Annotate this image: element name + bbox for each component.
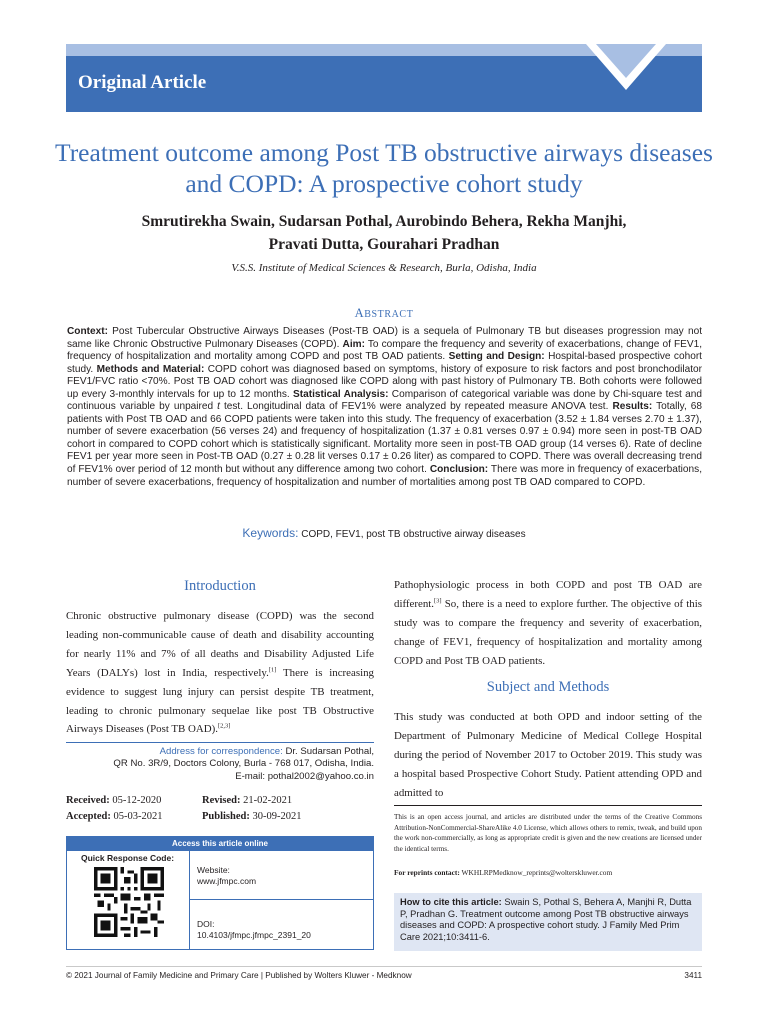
reprints-label: For reprints contact: [394, 868, 460, 877]
correspondence-label: Address for correspondence: [159, 746, 283, 757]
access-box [66, 836, 374, 950]
accepted-date: 05-03-2021 [110, 810, 163, 822]
access-divider-horizontal [189, 899, 373, 900]
article-title: Treatment outcome among Post TB obstructive airways diseases and COPD: A prospective cohort study [55, 138, 713, 198]
open-access-notice: This is an open access journal, and articles are distributed under the terms of the Creative Commons Attribution-NonCommercial-ShareAlike 4.0 License, which allows others to remix, tweak, and build upon the work non-commercially, as long as appropriate credit is given and the new creations are licensed under the identical terms. [394, 805, 702, 854]
affiliation: V.S.S. Institute of Medical Sciences & Research, Burla, Odisha, India [231, 262, 537, 274]
footer-text: © 2021 Journal of Family Medicine and Primary Care | Published by Wolters Kluwer - Medknow [66, 971, 412, 980]
stats-t: t [217, 401, 220, 413]
context-label: Context: [67, 326, 108, 337]
website-link[interactable]: www.jfmpc.com [197, 876, 257, 886]
intro-p1a: Chronic obstructive pulmonary disease (COPD) was the second leading non-communicable cause of death and disability accounting for nearly 11% and 7% of all deaths and Disability Adjusted Life Years (DALYs) lost in India, respectively. [66, 610, 374, 679]
conclusion-label: Conclusion: [429, 464, 489, 476]
introduction-heading: Introduction [184, 578, 256, 594]
qr-label: Quick Response Code: [81, 853, 175, 863]
dates-row-1 [66, 793, 374, 809]
conclusion-text: There was more in frequency of exacerbations, number of severe exacerbations, frequency of hospitalization and number of mortalities among post TB OAD compared to COPD. [67, 464, 703, 488]
website-label: Website: [197, 865, 230, 875]
right-column-paragraph [394, 576, 702, 671]
keywords-label: Keywords: [242, 526, 299, 540]
authors-line-1: Smrutirekha Swain, Sudarsan Pothal, Aurobindo Behera, Rekha Manjhi, [141, 213, 627, 230]
correspondence-address: QR No. 3R/9, Doctors Colony, Burla - 768 017, Odisha, India. [113, 758, 374, 770]
reprints-email[interactable]: WKHLRPMedknow_reprints@wolterskluwer.com [459, 868, 613, 877]
methods-label: Methods and Material: [96, 363, 205, 375]
cite-text: Swain S, Pothal S, Behera A, Manjhi R, Dutta P, Pradhan G. Treatment outcome among Post TB obstructive airways diseases and COPD: A prospective cohort study. J Family Med Prim Care 2021;10:3411-6. [400, 897, 692, 942]
subject-methods-heading: Subject and Methods [486, 679, 610, 695]
published-date: 30-09-2021 [249, 810, 302, 822]
correspondence-email: E-mail: pothal2002@yahoo.co.in [235, 770, 374, 782]
introduction-text [66, 607, 374, 739]
published-label: Published: [202, 810, 250, 822]
keywords [40, 526, 728, 540]
stats-label: Statistical Analysis: [293, 388, 389, 400]
access-bar: Access this article online [67, 837, 373, 851]
author-list [40, 210, 728, 256]
doi-link[interactable]: 10.4103/jfmpc.jfmpc_2391_20 [197, 930, 311, 940]
abstract-heading-initial: A [354, 306, 365, 320]
abstract-heading-rest: BSTRACT [364, 309, 414, 320]
received-date: 05-12-2020 [109, 795, 162, 806]
results-text: Totally, 68 patients with Post TB OAD and 66 COPD patients were taken into this study. The frequency of exacerbation (3.52 ± 1.84 verses 2.70 ± 1.37), number of severe exacerbation (56 verses 24) and frequency of hospitalization (1.37 ± 0.81 verses 0.97 ± 0.94) more seen in post-TB OAD cohort in compared to COPD cohort which is statistically significant. Mortality more seen in post-TB OAD group (14 verses 6). Rate of decline FEV1 per year more seen in Post-TB OAD (0.27 ± 0.28 lit verses 0.17 ± 0.26 liter) as compared to COPD. There was overall decreasing trend of FEV1% over period of 12 month but without any difference among two cohort. [67, 401, 702, 476]
page-number: 3411 [684, 971, 702, 980]
ref-1: [1] [268, 666, 277, 674]
article-dates [66, 793, 374, 824]
received-label: Received: [66, 795, 110, 806]
dates-row-2 [66, 809, 374, 825]
intro-p1b: There is increasing evidence to suggest lung injury can persist despite TB treatment, leading to chronic pulmonary sequelae like post TB Obstructive Airways Diseases (Post TB OAD). [66, 666, 374, 736]
context-text: Post Tubercular Obstructive Airways Diseases (Post-TB OAD) is a sequela of Pulmonary TB but diseases progression may not same like Chronic Obstructive Pulmonary Diseases (COPD). [67, 326, 702, 350]
reprints-contact [394, 868, 612, 877]
results-label: Results: [612, 401, 653, 413]
cite-label: How to cite this article: [400, 897, 502, 907]
accepted-label: Accepted: [66, 810, 111, 822]
qr-code-icon[interactable] [94, 867, 164, 937]
stats-text-a: Comparison of categorical variable was done by Chi-square test and continuous variable by unpaired [67, 388, 702, 413]
revised-date: 21-02-2021 [240, 795, 293, 806]
abstract-body [67, 326, 702, 489]
correspondence-block [66, 742, 374, 783]
right-p1a: Pathophysiologic process in both COPD and post TB OAD are different. [394, 579, 702, 610]
ref-2: [2,3] [217, 722, 231, 730]
section-label: Original Article [78, 72, 207, 93]
correspondence-name: Dr. Sudarsan Pothal, [282, 746, 374, 757]
website-block [197, 865, 256, 887]
methods-text: This study was conducted at both OPD and indoor setting of the Department of Pulmonary Medicine of Medical College Hospital during the period of November 2017 to October 2019. This study was a hospital based Prospective Cohort Study. Patient attending OPD and admitted to [394, 711, 702, 799]
right-p1b: So, there is a need to explore further. The objective of this study was to compare the frequency and severity of exacerbation, change of FEV1, frequency of hospitalization and mortality among COPD and Post TB OAD patients. [394, 597, 702, 667]
aim-label: Aim: [342, 338, 365, 350]
doi-label: DOI: [197, 919, 215, 929]
citation-box [394, 893, 702, 951]
methods-text: COPD cohort was diagnosed based on symptoms, history of exposure to risk factors and post bronchodilator FEV1/FVC ratio <70%. Post TB OAD cohort was diagnosed like COPD along with past history of Pulmonary TB. Both cohorts were followed up every 3-monthly intervals for up to 12 months. [67, 363, 702, 400]
footer-divider [66, 966, 702, 967]
abstract-heading [40, 306, 728, 321]
doi-block [197, 919, 311, 941]
setting-text: Hospital-based prospective cohort study. [67, 351, 702, 375]
revised-label: Revised: [202, 795, 241, 806]
keywords-text: COPD, FEV1, post TB obstructive airway diseases [298, 529, 526, 540]
authors-line-2: Pravati Dutta, Gourahari Pradhan [268, 236, 500, 253]
aim-text: To compare the frequency and severity of exacerbations, change of FEV1, frequency of hospitalization and mortality among COPD and post TB OAD patients. [67, 338, 702, 363]
setting-label: Setting and Design: [448, 351, 545, 363]
ref-3: [3] [434, 597, 442, 605]
access-divider-vertical [189, 851, 190, 949]
correspondence-line-1 [66, 746, 374, 758]
stats-text-b: test. Longitudinal data of FEV1% were analyzed by repeated measure ANOVA test. [219, 401, 613, 413]
